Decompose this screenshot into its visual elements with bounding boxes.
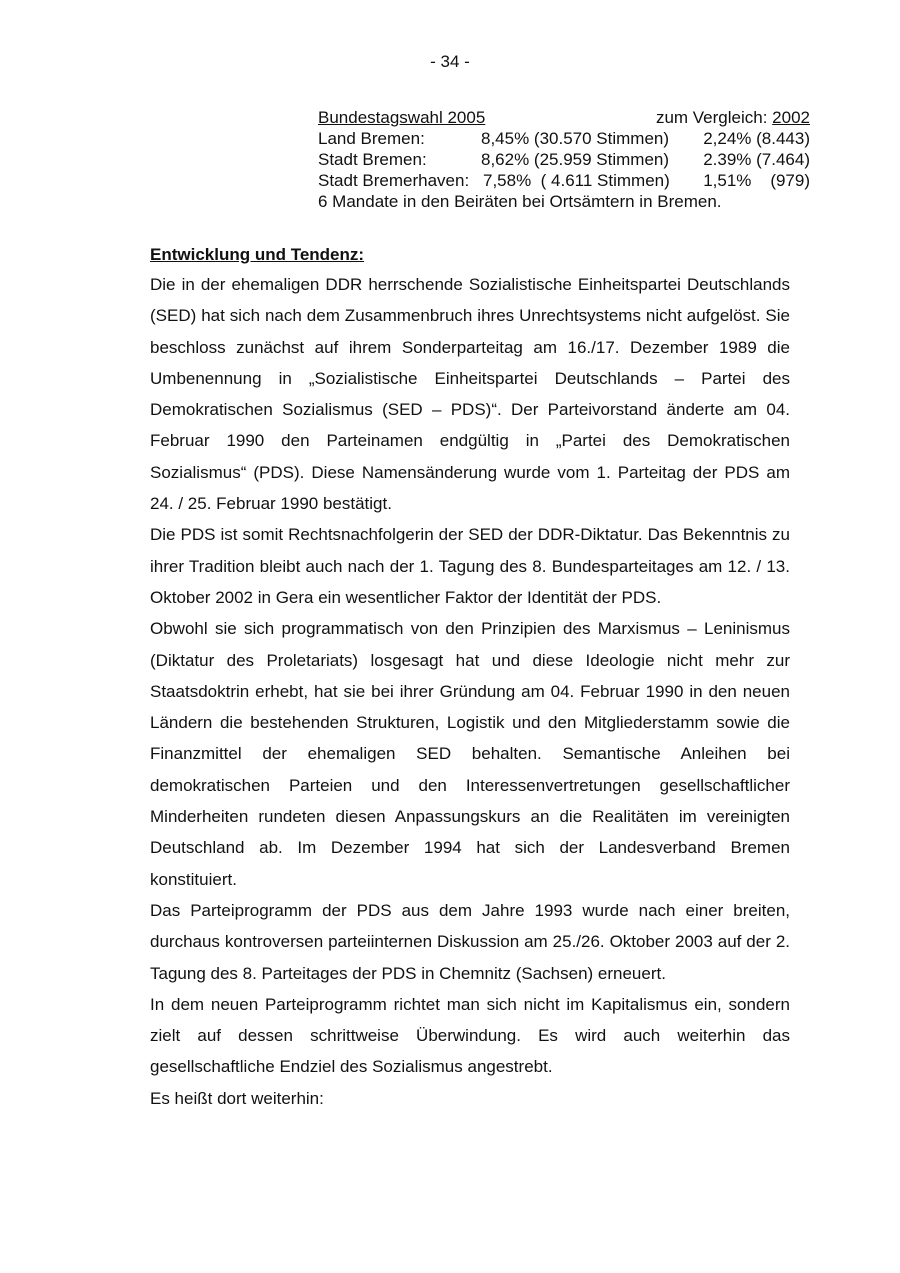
election-row-label: Land Bremen: [318, 129, 425, 148]
paragraph: Die in der ehemaligen DDR herrschende Sozialistische Einheitspartei Deutschlands (SED) hat sich nach dem Zusammenbruch ihres Unrechtsystems nicht aufgelöst. Sie beschloss zunächst auf ihrem Sonderparteitag am 16./17. Dezember 1989 die Umbenennung in „Sozialistische Einheitspartei Deutschlands – Partei des Demokratischen Sozialismus (SED – PDS)“. Der Parteivorstand änderte am 04. Februar 1990 den Parteinamen endgültig in „Partei des Demokratischen Sozialismus“ (PDS). Diese Namensänderung wurde vom 1. Parteitag der PDS am 24. / 25. Februar 1990 bestätigt. [150, 275, 790, 514]
main-text [150, 238, 790, 1114]
election-row-result-2005: 8,45% (30.570 Stimmen) [481, 129, 670, 148]
election-mandates: 6 Mandate in den Beiräten bei Ortsämtern in Bremen. [318, 192, 722, 211]
election-row-result-2002: 1,51% (979) [703, 171, 810, 190]
paragraph: Es heißt dort weiterhin: [150, 1088, 324, 1108]
comparison-year: 2002 [772, 108, 810, 127]
election-row-label: Stadt Bremerhaven: [318, 171, 470, 190]
paragraph: Obwohl sie sich programmatisch von den Prinzipien des Marxismus – Leninismus (Diktatur des Proletariats) losgesagt hat und diese Ideologie nicht mehr zur Staatsdoktrin erhebt, hat sie bei ihrer Gründung am 04. Februar 1990 in den neuen Ländern die bestehenden Strukturen, Logistik und den Mitgliederstamm sowie die Finanzmittel der ehemaligen SED behalten. Semantische Anleihen bei demokratischen Parteien und den Interessenvertretungen gesellschaftlicher Minderheiten rundeten diesen Anpassungskurs an die Realitäten im vereinigten Deutschland ab. Im Dezember 1994 hat sich der Landesverband Bremen konstituiert. [150, 619, 790, 889]
election-row-result-2002: 2,24% (8.443) [703, 129, 810, 148]
election-row-label: Stadt Bremen: [318, 150, 427, 169]
comparison-prefix: zum Vergleich: [655, 108, 773, 127]
paragraph: Das Parteiprogramm der PDS aus dem Jahre 1993 wurde nach einer breiten, durchaus kontroversen parteiinternen Diskussion am 25./26. Oktober 2003 auf der 2. Tagung des 8. Parteitages der PDS in Chemnitz (Sachsen) erneuert. [150, 900, 790, 983]
election-row-result-2005: 7,58% ( 4.611 Stimmen) [483, 171, 670, 190]
election-row-stadt-bremen [318, 149, 810, 170]
election-header [318, 107, 810, 128]
election-row-result-2002: 2.39% (7.464) [703, 150, 810, 169]
election-row-stadt-bremerhaven [318, 170, 810, 191]
page-number: - 34 - [430, 52, 470, 71]
paragraph: In dem neuen Parteiprogramm richtet man sich nicht im Kapitalismus ein, sondern zielt auf dessen schrittweise Überwindung. Es wird auch weiterhin das gesellschaftliche Endziel des Sozialismus angestrebt. [150, 994, 790, 1077]
election-row-land-bremen [318, 128, 810, 149]
election-results-block [318, 107, 810, 212]
comparison-label [656, 107, 810, 128]
election-title: Bundestagswahl 2005 [318, 108, 486, 127]
paragraph: Die PDS ist somit Rechtsnachfolgerin der SED der DDR-Diktatur. Das Bekenntnis zu ihrer Tradition bleibt auch nach der 1. Tagung des 8. Bundesparteitages am 12. / 13. Oktober 2002 in Gera ein wesentlicher Faktor der Identität der PDS. [150, 525, 790, 607]
section-heading: Entwicklung und Tendenz: [150, 245, 365, 264]
election-row-result-2005: 8,62% (25.959 Stimmen) [481, 150, 670, 169]
